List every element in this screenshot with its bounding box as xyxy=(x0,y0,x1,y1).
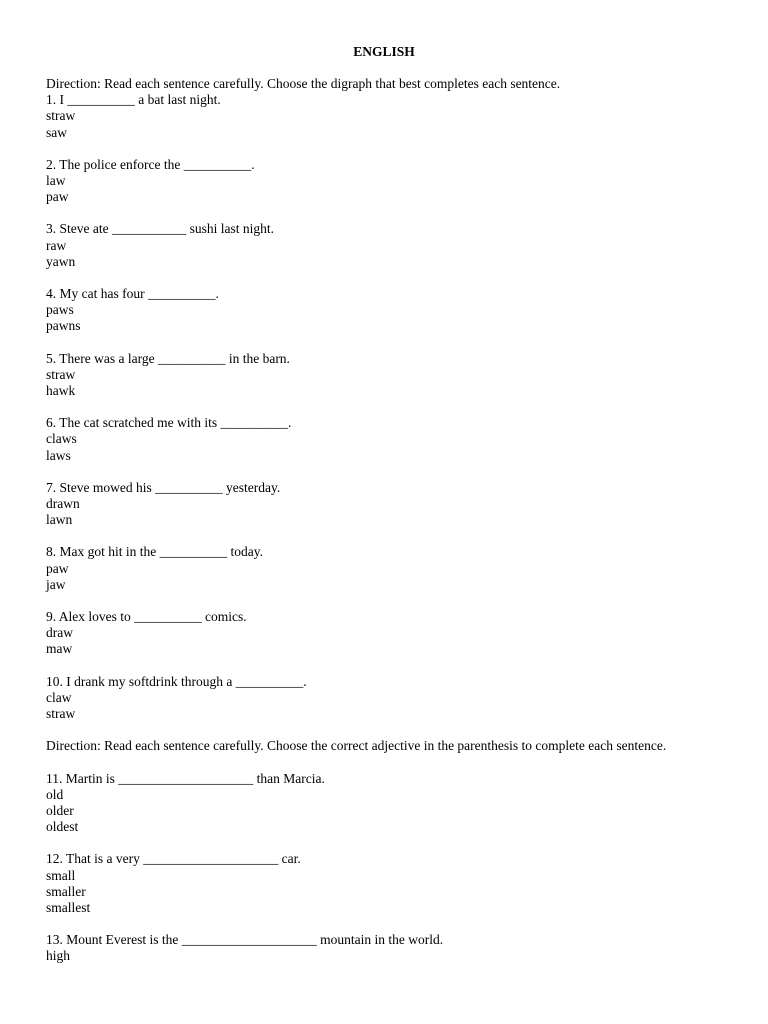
worksheet-content xyxy=(46,76,726,965)
answer-option: jaw xyxy=(46,576,66,592)
question-spacer xyxy=(46,205,726,221)
answer-option: maw xyxy=(46,641,73,657)
question-block xyxy=(46,286,726,335)
answer-option: high xyxy=(46,948,71,964)
question-text: 6. The cat scratched me with its __________. xyxy=(46,415,292,431)
question-text: 8. Max got hit in the __________ today. xyxy=(46,544,263,560)
answer-option: yawn xyxy=(46,253,76,269)
question-text: 1. I __________ a bat last night. xyxy=(46,92,221,108)
answer-option: straw xyxy=(46,108,76,124)
answer-option: smallest xyxy=(46,899,91,915)
question-spacer xyxy=(46,399,726,415)
question-block xyxy=(46,771,726,836)
question-spacer xyxy=(46,755,726,771)
question-block xyxy=(46,92,726,141)
question-block xyxy=(46,932,726,964)
question-text: 7. Steve mowed his __________ yesterday. xyxy=(46,479,281,495)
answer-option: claws xyxy=(46,431,77,447)
question-block xyxy=(46,544,726,593)
question-spacer xyxy=(46,528,726,544)
answer-option: paw xyxy=(46,560,69,576)
question-block xyxy=(46,609,726,658)
answer-option: hawk xyxy=(46,383,76,399)
answer-option: saw xyxy=(46,124,67,140)
question-text: 5. There was a large __________ in the barn. xyxy=(46,350,290,366)
question-text: 12. That is a very ____________________ car. xyxy=(46,851,301,867)
question-text: 9. Alex loves to __________ comics. xyxy=(46,609,247,625)
question-block xyxy=(46,674,726,723)
question-text: 2. The police enforce the __________. xyxy=(46,156,255,172)
answer-option: paws xyxy=(46,302,74,318)
answer-option: laws xyxy=(46,447,71,463)
question-spacer xyxy=(46,335,726,351)
answer-option: claw xyxy=(46,689,72,705)
question-spacer xyxy=(46,835,726,851)
question-text: 11. Martin is ____________________ than Marcia. xyxy=(46,770,325,786)
question-block xyxy=(46,221,726,270)
question-block xyxy=(46,480,726,529)
answer-option: straw xyxy=(46,366,76,382)
answer-option: small xyxy=(46,867,76,883)
answer-option: smaller xyxy=(46,883,86,899)
answer-option: old xyxy=(46,786,64,802)
question-text: 10. I drank my softdrink through a __________. xyxy=(46,673,307,689)
answer-option: draw xyxy=(46,625,73,641)
question-spacer xyxy=(46,141,726,157)
direction-text: Direction: Read each sentence carefully. Choose the correct adjective in the parenthesis to complete each sentence. xyxy=(46,738,667,754)
answer-option: straw xyxy=(46,706,76,722)
answer-option: law xyxy=(46,173,66,189)
question-block xyxy=(46,351,726,400)
question-block xyxy=(46,157,726,206)
page-title: ENGLISH xyxy=(353,44,415,59)
question-spacer xyxy=(46,464,726,480)
answer-option: oldest xyxy=(46,819,79,835)
question-block xyxy=(46,415,726,464)
question-text: 4. My cat has four __________. xyxy=(46,286,219,302)
question-spacer xyxy=(46,270,726,286)
question-text: 3. Steve ate ___________ sushi last night. xyxy=(46,221,274,237)
answer-option: raw xyxy=(46,237,67,253)
answer-option: pawns xyxy=(46,318,81,334)
answer-option: older xyxy=(46,802,74,818)
question-spacer xyxy=(46,593,726,609)
answer-option: lawn xyxy=(46,512,73,528)
direction-text: Direction: Read each sentence carefully. Choose the digraph that best completes each sentence. xyxy=(46,76,561,91)
question-text: 13. Mount Everest is the ____________________ mountain in the world. xyxy=(46,932,444,948)
answer-option: paw xyxy=(46,189,69,205)
section-spacer xyxy=(46,722,726,738)
question-block xyxy=(46,851,726,916)
question-spacer xyxy=(46,916,726,932)
question-spacer xyxy=(46,658,726,674)
answer-option: drawn xyxy=(46,496,80,512)
